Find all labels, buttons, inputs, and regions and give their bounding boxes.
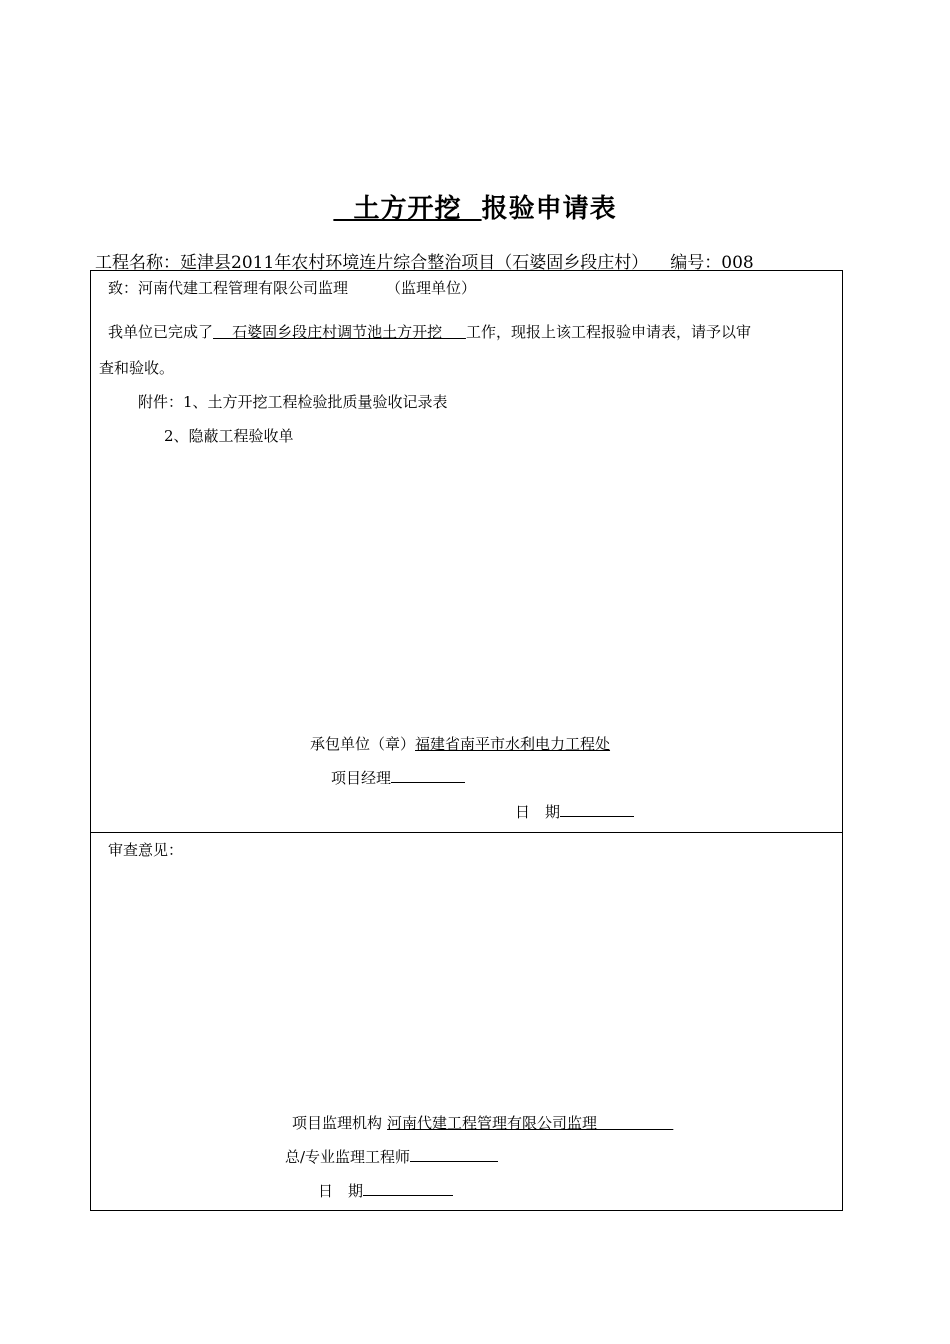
attachments-label: 附件：	[138, 393, 184, 411]
contractor-date-line	[515, 801, 634, 822]
attachment-2: 2、隐蔽工程验收单	[164, 427, 294, 445]
project-manager-label: 项目经理	[331, 769, 392, 787]
contractor-line	[310, 733, 610, 754]
completion-sentence	[108, 321, 751, 342]
review-date-label: 日 期	[318, 1182, 364, 1200]
contractor-value: 福建省南平市水利电力工程处	[415, 735, 611, 753]
attachment-1	[138, 391, 448, 412]
addressee-value: 河南代建工程管理有限公司监理	[138, 279, 349, 297]
sentence-prefix: 我单位已完成了	[108, 323, 214, 341]
contractor-date-blank	[560, 802, 634, 817]
review-date-blank	[363, 1181, 453, 1196]
supervision-engineer-signature-blank	[410, 1147, 498, 1162]
supervision-agency-value: 河南代建工程管理有限公司监理	[387, 1114, 674, 1132]
project-number-label: 编号：	[670, 253, 722, 273]
contractor-label: 承包单位（章）	[310, 735, 416, 753]
project-manager-line	[331, 767, 465, 788]
project-manager-signature-blank	[391, 768, 465, 783]
form-title	[0, 188, 950, 225]
section-divider	[91, 832, 842, 833]
supervision-engineer-label: 总/专业监理工程师	[285, 1148, 411, 1166]
project-number-value: 008	[721, 253, 754, 273]
addressee-label: 致：	[108, 279, 139, 297]
work-item: 石婆固乡段庄村调节池土方开挖	[213, 323, 466, 341]
sentence-suffix: 工作，现报上该工程报验申请表，请予以审	[465, 323, 751, 341]
supervision-agency-line	[292, 1112, 673, 1133]
review-opinion-label: 审查意见：	[108, 841, 184, 859]
supervision-agency-label: 项目监理机构	[292, 1114, 383, 1132]
addressee-line	[108, 277, 476, 298]
contractor-date-label: 日 期	[515, 803, 561, 821]
form-title-text: 报验申请表	[481, 194, 617, 224]
addressee-role: （监理单位）	[386, 279, 477, 297]
supervision-engineer-line	[285, 1146, 498, 1167]
application-form-table	[90, 270, 843, 1211]
form-title-subject: 土方开挖	[333, 194, 482, 224]
completion-sentence-continued: 查和验收。	[99, 359, 175, 377]
review-date-line	[318, 1180, 453, 1201]
attachment-1-text: 1、土方开挖工程检验批质量验收记录表	[183, 393, 448, 411]
project-name-label: 工程名称：	[95, 253, 180, 273]
project-name-value: 延津县2011年农村环境连片综合整治项目（石婆固乡段庄村）	[180, 253, 649, 273]
